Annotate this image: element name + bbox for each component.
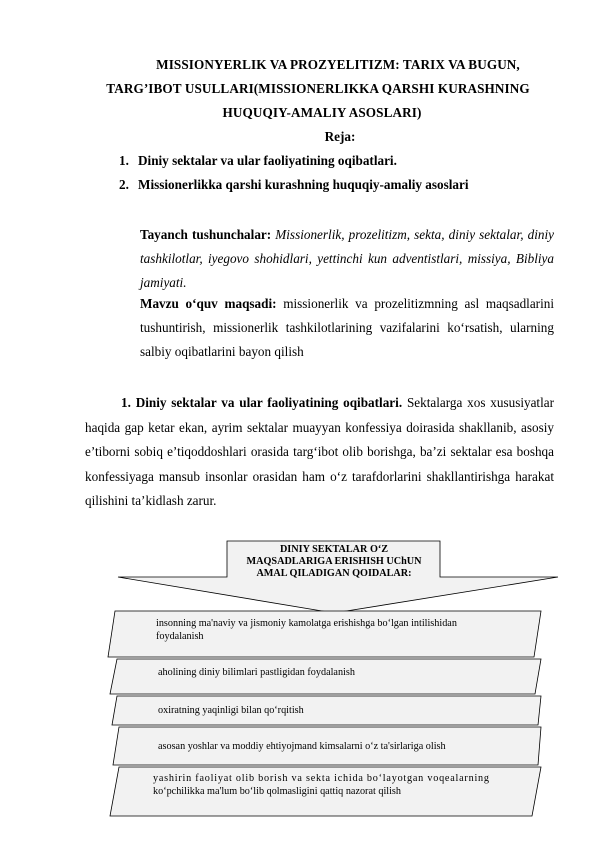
key-terms-label: Tayanch tushunchalar: [140,227,272,242]
diagram-item-1-line-1: insonning ma'naviy va jismoniy kamolatga erishishga bo‘lgan intilishidan [156,618,457,629]
plan-item-text: Diniy sektalar va ular faoliyatining oqibatlari. [138,153,397,168]
goal-text: missionerlik va prozelitizmning asl maqsadlarini tushuntirish, missionerlik tashkilotlarining vazifalarini koʻrsatish, ularning salbiy oqibatlarini bayon qilish [140,296,555,359]
diagram-header-line-2: MAQSADLARIGA ERISHISH UChUN [246,556,422,567]
diagram-item-3-line-1: oxiratning yaqinligi bilan qo‘rqitish [158,705,304,716]
plan-item-text: Missionerlikka qarshi kurashning huquqiy-amaliy asoslari [138,177,469,192]
diagram-item-5-line-2: ko‘pchilikka ma'lum bo‘lib qolmasligini qattiq nazorat qilish [153,786,401,797]
section-1-heading: 1. Diniy sektalar va ular faoliyatining oqibatlari. [121,395,403,410]
goal-label: Mavzu oʻquv maqsadi: [140,296,277,311]
diagram-item-2-line-1: aholining diniy bilimlari pastligidan foydalanish [158,667,355,678]
plan-item-number: 2. [119,177,129,192]
title-line-3: HUQUQIY-AMALIY ASOSLARI) [222,105,422,120]
diagram-item-4-line-1: asosan yoshlar va moddiy ehtiyojmand kimsalarni o‘z ta'sirlariga olish [158,741,446,752]
diagram-header-line-1: DINIY SEKTALAR O‘Z [279,544,389,555]
title-line-2: TARG’IBOT USULLARI(MISSIONERLIKKA QARSHI KURASHNING [106,81,530,96]
section-1-text: Sektalarga xos xususiyatlar haqida gap ketar ekan, ayrim sektalar muayyan konfessiya doirasida shakllanib, asosiy e’tiborni sobiq e’tiqoddoshlari orasida targʻibot olib borishga, ba’zi sektalar esa boshqa konfessiyaga mansub insonlar orasidan ham oʻz tarafdorlarini shakllantirishga harakat qilishini ta’kidlash zarur. [85,395,555,508]
diagram-item-5-line-1: yashirin faoliyat olib borish va sekta ichida bo‘layotgan voqealarning [153,773,489,784]
plan-heading: Reja: [324,129,356,144]
diagram-item-1-line-2: foydalanish [156,631,204,642]
title-line-1: MISSIONYERLIK VA PROZYELITIZM: TARIX VA BUGUN, [156,57,520,72]
key-terms-text: Missionerlik, prozelitizm, sekta, diniy sektalar, diniy tashkilotlar, iyegovo shohidlari, yettinchi kun adventistlari, missiya, Bibliya jamiyati. [140,227,554,290]
diagram-header-line-3: AMAL QILADIGAN QOIDALAR: [256,568,412,579]
plan-item-number: 1. [119,153,129,168]
